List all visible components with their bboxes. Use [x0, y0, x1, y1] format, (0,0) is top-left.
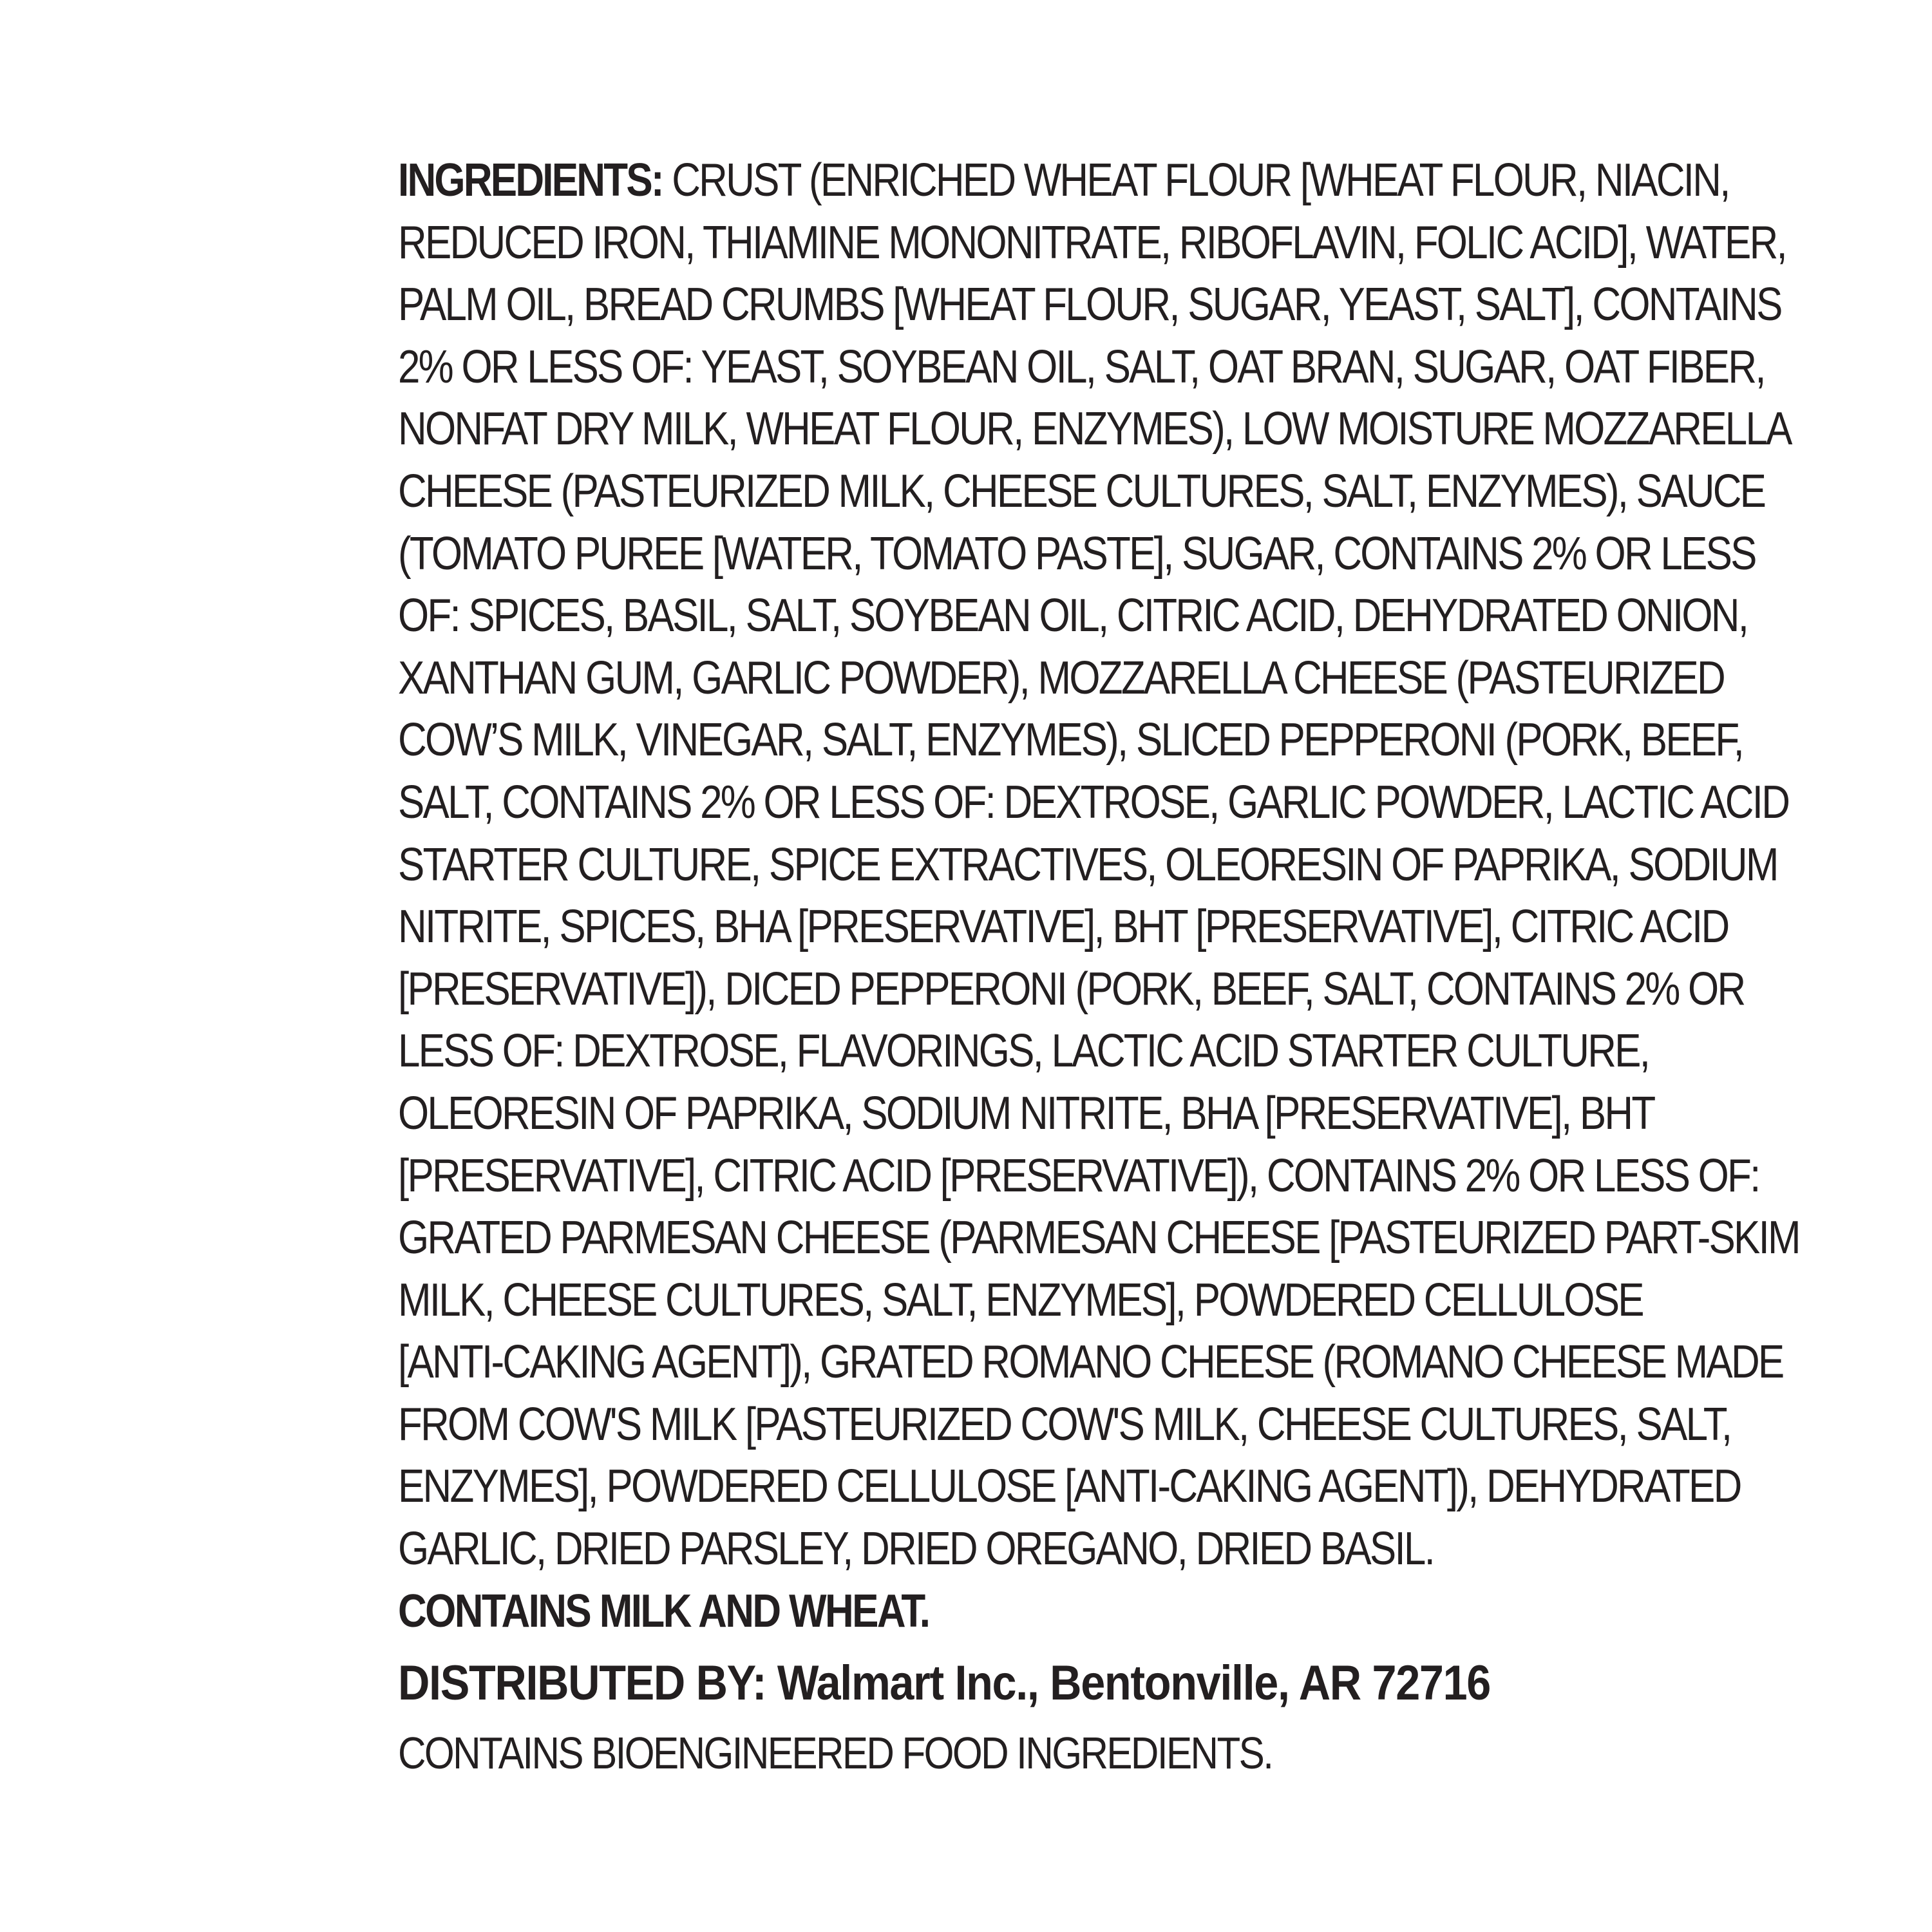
bioengineered-statement: CONTAINS BIOENGINEERED FOOD INGREDIENTS.: [398, 1727, 1273, 1778]
ingredients-line: [PRESERVATIVE]), DICED PEPPERONI (PORK, BEEF, SALT, CONTAINS 2% OR: [398, 963, 1745, 1015]
allergen-statement: CONTAINS MILK AND WHEAT.: [398, 1585, 929, 1637]
ingredients-line: (TOMATO PUREE [WATER, TOMATO PASTE], SUGAR, CONTAINS 2% OR LESS: [398, 527, 1756, 580]
ingredients-line: STARTER CULTURE, SPICE EXTRACTIVES, OLEORESIN OF PAPRIKA, SODIUM: [398, 838, 1777, 891]
ingredients-line: NITRITE, SPICES, BHA [PRESERVATIVE], BHT [PRESERVATIVE], CITRIC ACID: [398, 901, 1728, 953]
ingredients-line: COW’S MILK, VINEGAR, SALT, ENZYMES), SLICED PEPPERONI (PORK, BEEF,: [398, 714, 1743, 766]
ingredients-line: ENZYMES], POWDERED CELLULOSE [ANTI-CAKING AGENT]), DEHYDRATED: [398, 1461, 1741, 1513]
ingredients-heading: INGREDIENTS:: [398, 155, 663, 206]
ingredients-line: [ANTI-CAKING AGENT]), GRATED ROMANO CHEESE (ROMANO CHEESE MADE: [398, 1336, 1783, 1388]
ingredients-line: [PRESERVATIVE], CITRIC ACID [PRESERVATIVE]), CONTAINS 2% OR LESS OF:: [398, 1150, 1759, 1202]
ingredients-line: PALM OIL, BREAD CRUMBS [WHEAT FLOUR, SUGAR, YEAST, SALT], CONTAINS: [398, 279, 1781, 331]
ingredients-line-text: CRUST (ENRICHED WHEAT FLOUR [WHEAT FLOUR, NIACIN,: [662, 155, 1729, 206]
distributor-statement: DISTRIBUTED BY: Walmart Inc., Bentonville, AR 72716: [398, 1655, 1490, 1710]
ingredients-line: NONFAT DRY MILK, WHEAT FLOUR, ENZYMES), LOW MOISTURE MOZZARELLA: [398, 403, 1791, 455]
ingredients-line: GRATED PARMESAN CHEESE (PARMESAN CHEESE [PASTEURIZED PART-SKIM: [398, 1212, 1799, 1264]
ingredients-line: OLEORESIN OF PAPRIKA, SODIUM NITRITE, BHA [PRESERVATIVE], BHT: [398, 1087, 1654, 1139]
ingredients-line: LESS OF: DEXTROSE, FLAVORINGS, LACTIC ACID STARTER CULTURE,: [398, 1025, 1649, 1077]
ingredients-line: 2% OR LESS OF: YEAST, SOYBEAN OIL, SALT, OAT BRAN, SUGAR, OAT FIBER,: [398, 341, 1765, 393]
ingredients-list: [398, 149, 1799, 1580]
ingredient-label: [398, 149, 1799, 1784]
ingredients-line: FROM COW'S MILK [PASTEURIZED COW'S MILK, CHEESE CULTURES, SALT,: [398, 1398, 1731, 1450]
ingredients-line: CHEESE (PASTEURIZED MILK, CHEESE CULTURES, SALT, ENZYMES), SAUCE: [398, 465, 1765, 517]
ingredients-line: MILK, CHEESE CULTURES, SALT, ENZYMES], POWDERED CELLULOSE: [398, 1274, 1643, 1326]
ingredients-line: GARLIC, DRIED PARSLEY, DRIED OREGANO, DRIED BASIL.: [398, 1523, 1434, 1575]
ingredients-line-1: [398, 149, 1729, 212]
ingredients-line: SALT, CONTAINS 2% OR LESS OF: DEXTROSE, GARLIC POWDER, LACTIC ACID: [398, 776, 1789, 828]
ingredients-line: OF: SPICES, BASIL, SALT, SOYBEAN OIL, CITRIC ACID, DEHYDRATED ONION,: [398, 590, 1748, 642]
ingredients-line: REDUCED IRON, THIAMINE MONONITRATE, RIBOFLAVIN, FOLIC ACID], WATER,: [398, 216, 1786, 269]
ingredients-line: XANTHAN GUM, GARLIC POWDER), MOZZARELLA CHEESE (PASTEURIZED: [398, 652, 1725, 704]
